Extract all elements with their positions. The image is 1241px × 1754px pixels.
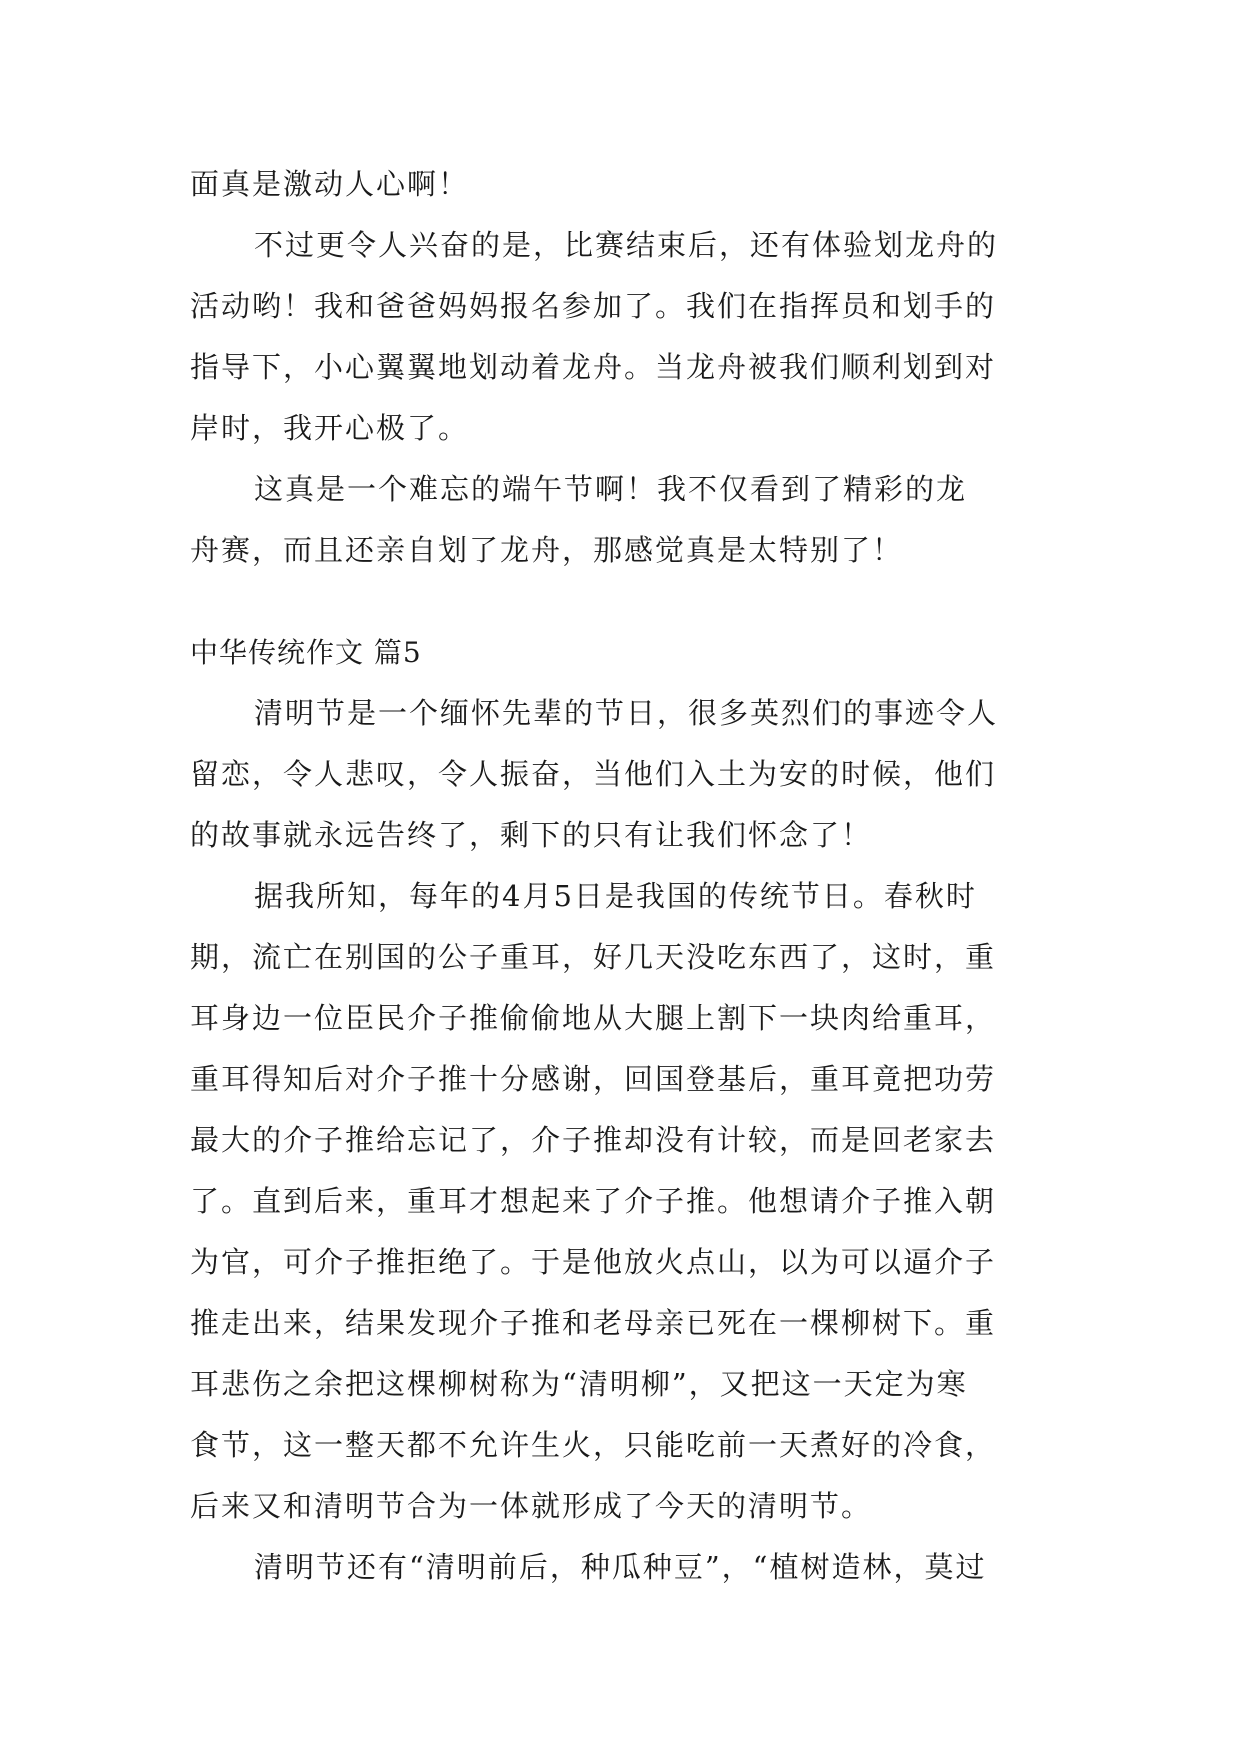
text-line: 活动哟！我和爸爸妈妈报名参加了。我们在指挥员和划手的 — [190, 289, 997, 323]
text-line: 重耳得知后对介子推十分感谢，回国登基后，重耳竟把功劳 — [190, 1062, 997, 1096]
paragraph — [190, 154, 1052, 215]
paragraph — [190, 683, 1052, 866]
text-line: 期，流亡在别国的公子重耳，好几天没吃东西了，这时，重 — [190, 940, 997, 974]
text-line: 的故事就永远告终了，剩下的只有让我们怀念了！ — [190, 818, 873, 852]
text-line: 岸时，我开心极了。 — [190, 411, 470, 445]
previous-essay-continuation — [190, 154, 1052, 581]
essay-section — [190, 622, 1052, 1598]
text-line: 据我所知，每年的4月5日是我国的传统节日。春秋时 — [254, 879, 977, 913]
text-line: 食节，这一整天都不允许生火，只能吃前一天煮好的冷食， — [190, 1428, 997, 1462]
text-line: 这真是一个难忘的端午节啊！我不仅看到了精彩的龙 — [254, 472, 968, 506]
text-line: 了。直到后来，重耳才想起来了介子推。他想请介子推入朝 — [190, 1184, 997, 1218]
paragraph — [190, 1537, 1052, 1598]
text-line: 耳身边一位臣民介子推偷偷地从大腿上割下一块肉给重耳， — [190, 1001, 997, 1035]
text-line: 指导下，小心翼翼地划动着龙舟。当龙舟被我们顺利划到对 — [190, 350, 997, 384]
text-line: 不过更令人兴奋的是，比赛结束后，还有体验划龙舟的 — [254, 228, 999, 262]
text-line: 舟赛，而且还亲自划了龙舟，那感觉真是太特别了！ — [190, 533, 904, 567]
text-line: 清明节是一个缅怀先辈的节日，很多英烈们的事迹令人 — [254, 696, 999, 730]
paragraph — [190, 866, 1052, 1537]
text-line: 留恋，令人悲叹，令人振奋，当他们入土为安的时候，他们 — [190, 757, 997, 791]
text-line: 为官，可介子推拒绝了。于是他放火点山，以为可以逼介子 — [190, 1245, 997, 1279]
text-line: 后来又和清明节合为一体就形成了今天的清明节。 — [190, 1489, 873, 1523]
section-heading: 中华传统作文 篇5 — [190, 636, 422, 669]
paragraph — [190, 215, 1052, 459]
text-line: 推走出来，结果发现介子推和老母亲已死在一棵柳树下。重 — [190, 1306, 997, 1340]
text-line: 耳悲伤之余把这棵柳树称为“清明柳”，又把这一天定为寒 — [190, 1367, 968, 1401]
paragraph — [190, 459, 1052, 581]
text-line: 面真是激动人心啊！ — [190, 167, 470, 201]
text-line: 最大的介子推给忘记了，介子推却没有计较，而是回老家去 — [190, 1123, 997, 1157]
text-line: 清明节还有“清明前后，种瓜种豆”，“植树造林，莫过 — [254, 1550, 987, 1584]
